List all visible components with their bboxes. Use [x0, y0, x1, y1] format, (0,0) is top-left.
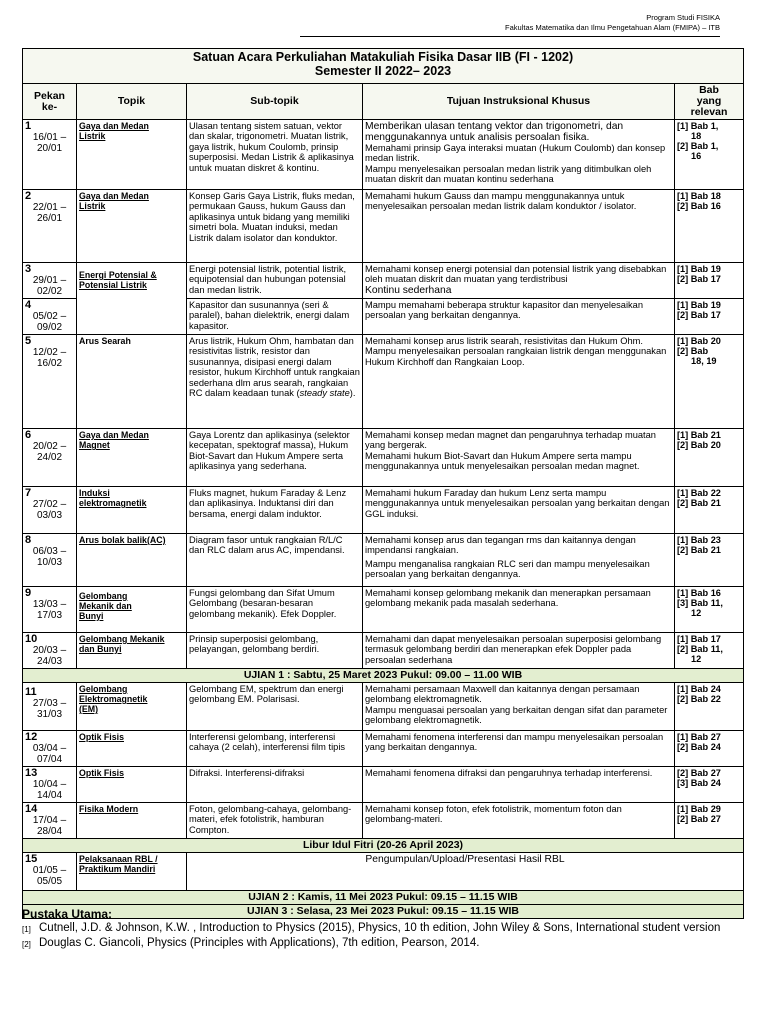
- table-row: [23, 731, 744, 767]
- week-cell: 1 16/01 – 20/01: [23, 120, 77, 190]
- col-ref: Bab yang relevan: [675, 84, 744, 120]
- topic-cell: Gelombang Elektromagnetik (EM): [77, 683, 187, 731]
- objective-cell: Memahami fenomena interferensi dan mampu menyelesaikan persoalan yang berkaitan dengannya.: [363, 731, 675, 767]
- subtopic-cell: Diagram fasor untuk rangkaian R/L/C dan RLC dalam arus AC, impendansi.: [187, 534, 363, 587]
- table-row: [23, 487, 744, 534]
- subtopic-cell: Prinsip superposisi gelombang, pelayangan, gelombang berdiri.: [187, 633, 363, 669]
- week-cell: 13 10/04 – 14/04: [23, 767, 77, 803]
- ref-cell: [1] Bab 21 [2] Bab 20: [675, 429, 744, 487]
- col-topic: Topik: [77, 84, 187, 120]
- topic-cell: Energi Potensial & Potensial Listrik: [77, 263, 187, 335]
- week-cell: 8 06/03 – 10/03: [23, 534, 77, 587]
- program-name: Program Studi FISIKA: [646, 13, 720, 22]
- reference-text: Douglas C. Giancoli, Physics (Principles with Applications), 7th edition, Pearson, 2014.: [39, 937, 480, 949]
- reference-number: [1]: [22, 924, 31, 934]
- ujian-1-band: UJIAN 1 : Sabtu, 25 Maret 2023 Pukul: 09.00 – 11.00 WIB: [23, 669, 744, 683]
- subtopic-cell: Energi potensial listrik, potential listrik, equipotensial dan hubungan potensial dan medan listrik.: [187, 263, 363, 299]
- week-cell: 5 12/02 – 16/02: [23, 335, 77, 429]
- week-cell: 3 29/01 – 02/02: [23, 263, 77, 299]
- ujian-3-band: UJIAN 3 : Selasa, 23 Mei 2023 Pukul: 09.15 – 11.15 WIB: [23, 905, 744, 919]
- topic-cell: Gelombang Mekanik dan Bunyi: [77, 633, 187, 669]
- topic-cell: Optik Fisis: [77, 731, 187, 767]
- week-cell: 10 20/03 – 24/03: [23, 633, 77, 669]
- semester-label: Semester II 2022– 2023: [314, 64, 452, 78]
- topic-cell: Arus Searah: [77, 335, 187, 429]
- week-cell: 4 05/02 – 09/02: [23, 299, 77, 335]
- objective-cell: Memahami konsep gelombang mekanik dan menerapkan persamaan gelombang mekanik pada masalah sederhana.: [363, 587, 675, 633]
- exam-row: [23, 891, 744, 905]
- topic-cell: Gaya dan Medan Listrik: [77, 120, 187, 190]
- ref-cell: [1] Bab 24 [2] Bab 22: [675, 683, 744, 731]
- subtopic-cell: Arus listrik, Hukum Ohm, hambatan dan resistivitas listrik, resistor dan susunannya, disipasi energi dalam resistor, hukum Kirchhoff untuk rangkaian sederhana dlm arus searah, rangkaian RC dalam keadaan tunak (steady state).: [187, 335, 363, 429]
- subtopic-cell: Konsep Garis Gaya Listrik, fluks medan, permukaan Gauss, hukum Gauss dan aplikasinya untuk bidang yang memiliki simetri bola. Muatan induksi, medan Listrik dalam isolator dan konduktor.: [187, 190, 363, 263]
- course-title: Satuan Acara Perkuliahan Matakuliah Fisika Dasar IIB (FI - 1202): [192, 50, 574, 64]
- subtopic-cell: Fluks magnet, hukum Faraday & Lenz dan aplikasinya. Induktansi diri dan bersama, energi dalam induktor.: [187, 487, 363, 534]
- subtopic-cell: Interferensi gelombang, interferensi cahaya (2 celah), interferensi film tipis: [187, 731, 363, 767]
- topic-cell: Gelombang Mekanik dan Bunyi: [77, 587, 187, 633]
- topic-cell: Fisika Modern: [77, 803, 187, 839]
- subtopic-cell: Ulasan tentang sistem satuan, vektor dan skalar, trigonometri. Muatan listrik, gaya listrik, hukum Coulomb, prinsip superposisi. Medan Listrik & aplikasinya untuk muatan diskret & kontinu.: [187, 120, 363, 190]
- objective-cell: Memberikan ulasan tentang vektor dan trigonometri, dan menggunakannya untuk analisis persoalan fisika. Memahami prinsip Gaya interaksi muatan (Hukum Coulomb) dan konsep medan listrik. Mampu menyelesaikan persoalan medan listrik yang ditimbulkan oleh muatan diskrit dan muatan kontinu sederhana: [363, 120, 675, 190]
- reference-item: [22, 922, 762, 937]
- table-row: [23, 633, 744, 669]
- objective-cell: Memahami konsep arus dan tegangan rms dan kaitannya dengan impendansi rangkaian. Mampu menganalisa rangkaian RLC seri dan mampu menyelesaikan persoalan yang berkaitan dengannya.: [363, 534, 675, 587]
- reference-text: Cutnell, J.D. & Johnson, K.W. , Introduction to Physics (2015), Physics, 10 th edition, John Wiley & Sons, International student version: [39, 921, 721, 934]
- objective-cell: Memahami persamaan Maxwell dan kaitannya dengan persamaan gelombang elektromagnetik. Mampu menguasai persoalan yang berkaitan dengan sifat dan parameter gelombang elektromagnetik.: [363, 683, 675, 731]
- subtopic-cell: Kapasitor dan susunannya (seri & paralel), bahan dielektrik, energi dalam kapasitor.: [187, 299, 363, 335]
- table-row: [23, 587, 744, 633]
- subtopic-cell: Fungsi gelombang dan Sifat Umum Gelombang (besaran-besaran gelombang mekanik). Efek Doppler.: [187, 587, 363, 633]
- ref-cell: [1] Bab 19 [2] Bab 17: [675, 263, 744, 299]
- header-rule: [300, 36, 720, 37]
- holiday-row: [23, 839, 744, 853]
- topic-cell: Optik Fisis: [77, 767, 187, 803]
- week-cell: 9 13/03 – 17/03: [23, 587, 77, 633]
- table-row: [23, 335, 744, 429]
- ref-cell: [1] Bab 17 [2] Bab 11, 12: [675, 633, 744, 669]
- week-cell: 2 22/01 – 26/01: [23, 190, 77, 263]
- ref-cell: [2] Bab 27 [3] Bab 24: [675, 767, 744, 803]
- ref-cell: [1] Bab 1, 18 [2] Bab 1, 16: [675, 120, 744, 190]
- ref-cell: [1] Bab 22 [2] Bab 21: [675, 487, 744, 534]
- objective-cell: Memahami konsep energi potensial dan potensial listrik yang disebabkan oleh muatan diskrit dan muatan yang terdistribusi Kontinu sederhana: [363, 263, 675, 299]
- course-schedule-table: [22, 48, 744, 919]
- ref-cell: [1] Bab 27 [2] Bab 24: [675, 731, 744, 767]
- table-row: [23, 853, 744, 891]
- topic-cell: Pelaksanaan RBL / Praktikum Mandiri: [77, 853, 187, 891]
- topic-cell: Gaya dan Medan Magnet: [77, 429, 187, 487]
- objective-cell: Mampu memahami beberapa struktur kapasitor dan menyelesaikan persoalan yang berkaitan dengannya.: [363, 299, 675, 335]
- ref-cell: [1] Bab 20 [2] Bab 18, 19: [675, 335, 744, 429]
- references-heading: Pustaka Utama:: [22, 907, 113, 921]
- table-row: [23, 263, 744, 299]
- objective-cell: Memahami konsep arus listrik searah, resistivitas dan Hukum Ohm. Mampu menyelesaikan persoalan rangkaian listrik dengan menggunakan Hukum Kirchhoff dan Rangkaian Loop.: [363, 335, 675, 429]
- table-row: [23, 683, 744, 731]
- objective-cell: Memahami hukum Gauss dan mampu menggunakannya untuk menyelesaikan persoalan medan listrik dalam konduktor / isolator.: [363, 190, 675, 263]
- week-cell: 14 17/04 – 28/04: [23, 803, 77, 839]
- libur-band: Libur Idul Fitri (20-26 April 2023): [23, 839, 744, 853]
- col-week: Pekan ke-: [23, 84, 77, 120]
- objective-cell: Memahami fenomena difraksi dan pengaruhnya terhadap interferensi.: [363, 767, 675, 803]
- col-objective: Tujuan Instruksional Khusus: [363, 84, 675, 120]
- week-cell: 6 20/02 – 24/02: [23, 429, 77, 487]
- week-cell: 7 27/02 – 03/03: [23, 487, 77, 534]
- rbl-cell: Pengumpulan/Upload/Presentasi Hasil RBL: [187, 853, 744, 891]
- week-cell: 15 01/05 – 05/05: [23, 853, 77, 891]
- ujian-2-band: UJIAN 2 : Kamis, 11 Mei 2023 Pukul: 09.15 – 11.15 WIB: [23, 891, 744, 905]
- ref-cell: [1] Bab 29 [2] Bab 27: [675, 803, 744, 839]
- table-row: [23, 767, 744, 803]
- column-header-row: [23, 84, 744, 120]
- subtopic-cell: Difraksi. Interferensi-difraksi: [187, 767, 363, 803]
- topic-cell: Arus bolak balik(AC): [77, 534, 187, 587]
- objective-cell: Memahami hukum Faraday dan hukum Lenz serta mampu menggunakannya untuk menyelesaikan persoalan yang berkaitan dengan GGL induksi.: [363, 487, 675, 534]
- ref-cell: [1] Bab 23 [2] Bab 21: [675, 534, 744, 587]
- table-row: [23, 190, 744, 263]
- exam-row: [23, 669, 744, 683]
- references-section: [22, 908, 762, 952]
- ref-cell: [1] Bab 19 [2] Bab 17: [675, 299, 744, 335]
- table-row: [23, 429, 744, 487]
- week-cell: 11 27/03 – 31/03: [23, 683, 77, 731]
- table-row: [23, 803, 744, 839]
- reference-number: [2]: [22, 940, 31, 949]
- ref-cell: [1] Bab 18 [2] Bab 16: [675, 190, 744, 263]
- objective-cell: Memahami dan dapat menyelesaikan persoalan superposisi gelombang termasuk gelombang berdiri dan menerapkan efek Doppler pada persoalan sederhana: [363, 633, 675, 669]
- ref-cell: [1] Bab 16 [3] Bab 11, 12: [675, 587, 744, 633]
- week-cell: 12 03/04 – 07/04: [23, 731, 77, 767]
- objective-cell: Memahami konsep medan magnet dan pengaruhnya terhadap muatan yang bergerak. Memahami hukum Biot-Savart dan Hukum Ampere serta mampu menggunakannya untuk menyelesaikan persoalan medan magnet.: [363, 429, 675, 487]
- subtopic-cell: Gelombang EM, spektrum dan energi gelombang EM. Polarisasi.: [187, 683, 363, 731]
- table-title: [23, 49, 744, 84]
- subtopic-cell: Foton, gelombang-cahaya, gelombang-materi, efek fotolistrik, hamburan Compton.: [187, 803, 363, 839]
- table-row: [23, 534, 744, 587]
- objective-cell: Memahami konsep foton, efek fotolistrik, momentum foton dan gelombang-materi.: [363, 803, 675, 839]
- topic-cell: Gaya dan Medan Listrik: [77, 190, 187, 263]
- subtopic-cell: Gaya Lorentz dan aplikasinya (selektor kecepatan, spektograf massa), Hukum Biot-Savart dan Hukum Ampere serta aplikasinya yang sederhana.: [187, 429, 363, 487]
- col-subtopic: Sub-topik: [187, 84, 363, 120]
- faculty-name: Fakultas Matematika dan Ilmu Pengetahuan Alam (FMIPA) – ITB: [505, 23, 720, 32]
- topic-cell: Induksi elektromagnetik: [77, 487, 187, 534]
- reference-item: [22, 937, 762, 952]
- table-row: [23, 120, 744, 190]
